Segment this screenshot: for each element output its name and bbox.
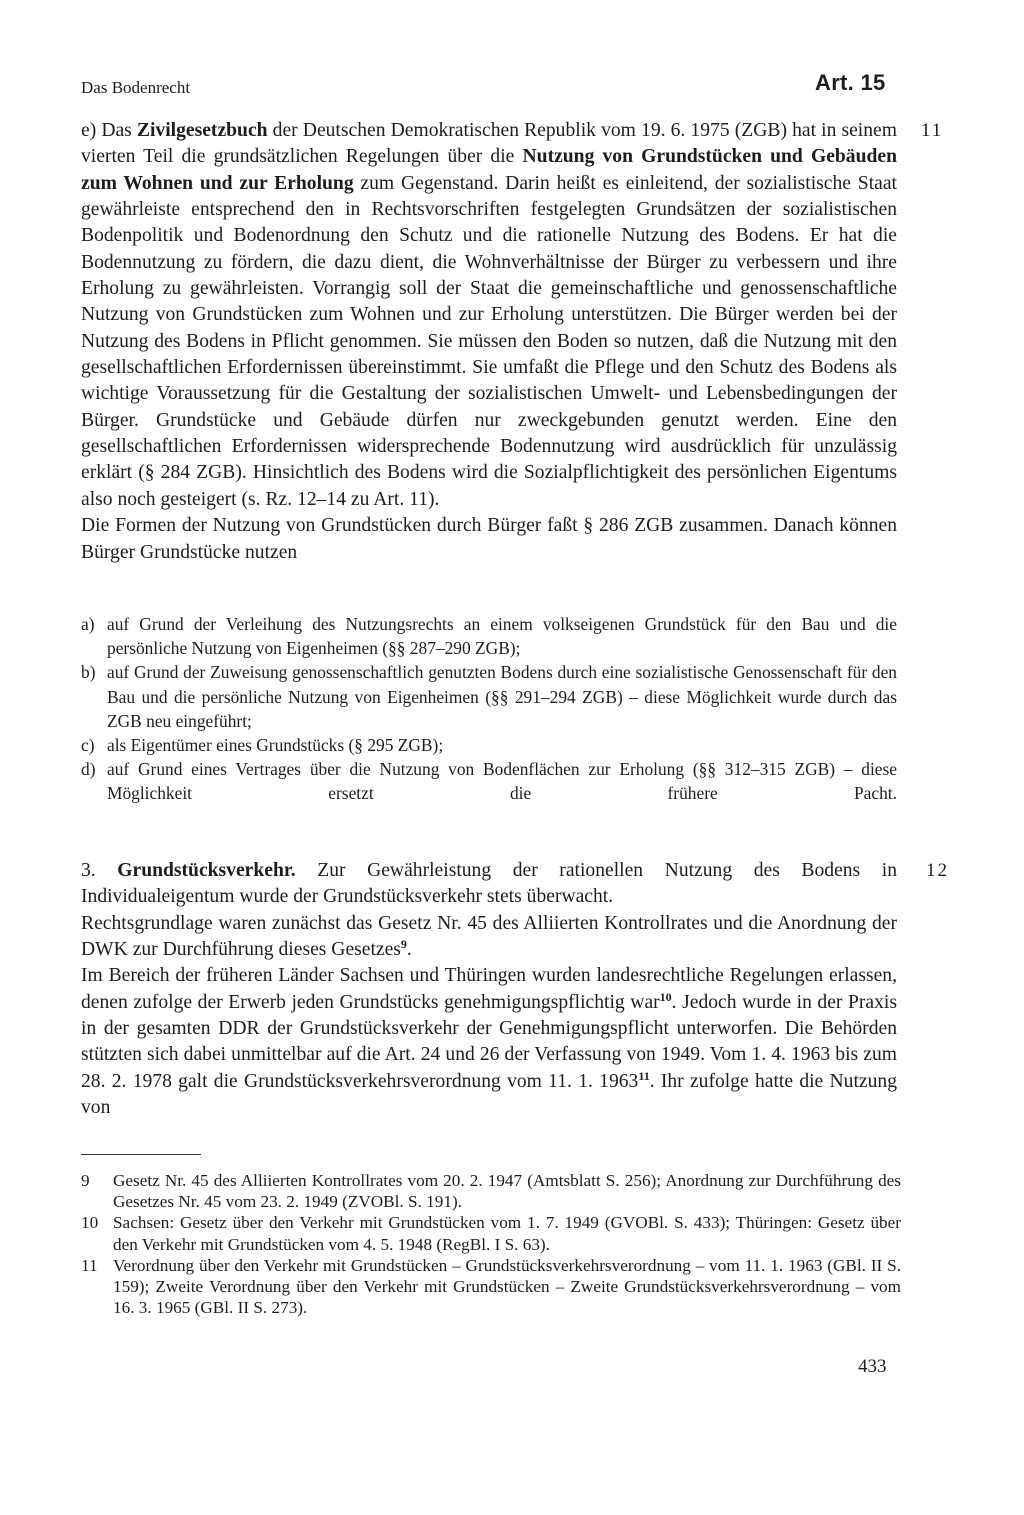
list-item (81, 757, 897, 805)
usage-forms-list (81, 612, 897, 806)
paragraph-12 (81, 858, 897, 1121)
list-item-label: c) (81, 735, 95, 756)
page-number: 433 (858, 1356, 887, 1377)
footnote-number: 10 (81, 1213, 99, 1233)
footnote-number: 9 (81, 1171, 90, 1190)
footnote-text: Gesetz Nr. 45 des Alliierten Kontrollrates vom 20. 2. 1947 (Amtsblatt S. 256); Anordnung zur Durchführung des Gesetzes Nr. 45 vom 23. 2. 1949 (ZVOBl. S. 191). (113, 1171, 901, 1212)
paragraph-11 (81, 118, 897, 566)
list-item (81, 660, 897, 733)
paragraph-12-laender: Im Bereich der früheren Länder Sachsen und Thüringen wurden landesrechtliche Regelungen erlassen, denen zufolge der Erwerb jeden Grundstücks genehmigungspflichtig war$^{10}$. Jedoch wurde in der Praxis in der gesamten DDR der Grundstücksverkehr der Genehmigungspflicht unterworfen. Die Behörden stützten sich dabei unmittelbar auf die Art. 24 und 26 der Verfassung von 1949. Vom 1. 4. 1963 bis zum 28. 2. 1978 galt die Grundstücksverkehrsverordnung vom 11. 1. 1963$^{11}$. Ihr zufolge hatte die Nutzung von (81, 965, 897, 1119)
footnote-divider (81, 1154, 201, 1155)
footnote-number: 11 (81, 1255, 98, 1275)
footnote (81, 1212, 901, 1254)
paragraph-11-text: e) Das Zivilgesetzbuch der Deutschen Demokratischen Republik vom 19. 6. 1975 (ZGB) hat in seinem vierten Teil die grundsätzlichen Regelungen über die Nutzung von Grundstücken und Gebäuden zum Wohnen und zur Erholung zum Gegenstand. Darin heißt es einleitend, der sozialistische Staat gewährleiste entsprechend den in Rechtsvorschriften festgelegten Grundsätzen der sozialistischen Bodenpolitik und Bodenordnung den Schutz und die rationelle Nutzung des Bodens. Er hat die Bodennutzung zu fördern, die dazu dient, die Wohnverhältnisse der Bürger zu verbessern und ihre Erholung zu gewährleisten. Vorrangig soll der Staat die gemeinschaftliche und genossenschaftliche Nutzung von Grundstücken zum Wohnen und zur Erholung unterstützen. Die Bürger werden bei der Nutzung des Bodens in Pflicht genommen. Sie müssen den Boden so nutzen, daß die Nutzung mit den gesellschaftlichen Erfordernissen übereinstimmt. Sie umfaßt die Pflege und den Schutz des Bodens als wichtige Voraussetzung für die Gestaltung der sozialistischen Umwelt- und Lebensbedingungen der Bürger. Grundstücke und Gebäude dürfen nur zweckgebunden genutzt werden. Eine den gesellschaftlichen Erfordernissen widersprechende Bodennutzung wird ausdrücklich für unzulässig erklärt (§ 284 ZGB). Hinsichtlich des Bodens wird die Sozialpflichtigkeit des persönlichen Eigentums also noch gesteigert (s. Rz. 12–14 zu Art. 11). (81, 120, 897, 510)
list-item-label: b) (81, 662, 96, 683)
margin-number-12: 12 (926, 860, 949, 881)
list-item (81, 733, 897, 757)
list-item-text: auf Grund der Verleihung des Nutzungsrechts an einem volkseigenen Grundstück für den Bau und die persönliche Nutzung von Eigenheimen (§§ 287–290 ZGB); (107, 614, 897, 659)
running-header-title: Das Bodenrecht (81, 78, 191, 97)
footnotes (81, 1170, 901, 1318)
list-item (81, 612, 897, 660)
list-item-text: auf Grund der Zuweisung genossenschaftlich genutzten Bodens durch eine sozialistische Genossenschaft für den Bau und die persönliche Nutzung von Eigenheimen (§§ 291–294 ZGB) – diese Möglichkeit wurde durch das ZGB neu eingeführt; (107, 662, 897, 731)
paragraph-12-text: 3. Grundstücksverkehr. Zur Gewährleistung der rationellen Nutzung des Bodens in Individualeigentum wurde der Grundstücksverkehr stets überwacht. (81, 860, 897, 908)
term-zivilgesetzbuch: Zivilgesetzbuch (136, 120, 268, 141)
footnote-ref-9[interactable]: 9 (400, 937, 407, 952)
footnote-text: Sachsen: Gesetz über den Verkehr mit Grundstücken vom 1. 7. 1949 (GVOBl. S. 433); Thüringen: Gesetz über den Verkehr mit Grundstücken vom 4. 5. 1948 (RegBl. I S. 63). (113, 1213, 901, 1254)
footnote-ref-10[interactable]: 10 (659, 989, 672, 1004)
footnote (81, 1255, 901, 1319)
footnote (81, 1170, 901, 1212)
footnote-ref-11[interactable]: 11 (638, 1068, 650, 1083)
footnote-text: Verordnung über den Verkehr mit Grundstücken – Grundstücksverkehrsverordnung – vom 11. 1. 1963 (GBl. II S. 159); Zweite Verordnung über den Verkehr mit Grundstücken – Zweite Grundstücksverkehrsverordnung – vom 16. 3. 1965 (GBl. II S. 273). (113, 1255, 901, 1318)
running-header-article: Art. 15 (815, 70, 886, 95)
paragraph-11-forms: Die Formen der Nutzung von Grundstücken durch Bürger faßt § 286 ZGB zusammen. Danach können Bürger Grundstücke nutzen (81, 515, 897, 563)
term-grundstuecksverkehr: Grundstücksverkehr. (117, 860, 296, 881)
list-item-label: d) (81, 759, 96, 780)
paragraph-12-legal-basis: Rechtsgrundlage waren zunächst das Gesetz Nr. 45 des Alliierten Kontrollrates und die Anordnung der DWK zur Durchführung dieses Gesetzes$^9$. (81, 912, 897, 961)
margin-number-11: 11 (921, 120, 944, 141)
list-item-text: als Eigentümer eines Grundstücks (§ 295 ZGB); (107, 735, 444, 756)
list-item-label: a) (81, 614, 95, 634)
term-nutzung: Nutzung von Grundstücken und Gebäuden zum Wohnen und zur Erholung (81, 146, 897, 194)
list-item-text: auf Grund eines Vertrages über die Nutzung von Bodenflächen zur Erholung (§§ 312–315 ZGB) – diese Möglichkeit ersetzt die frühere Pacht. (107, 759, 897, 804)
